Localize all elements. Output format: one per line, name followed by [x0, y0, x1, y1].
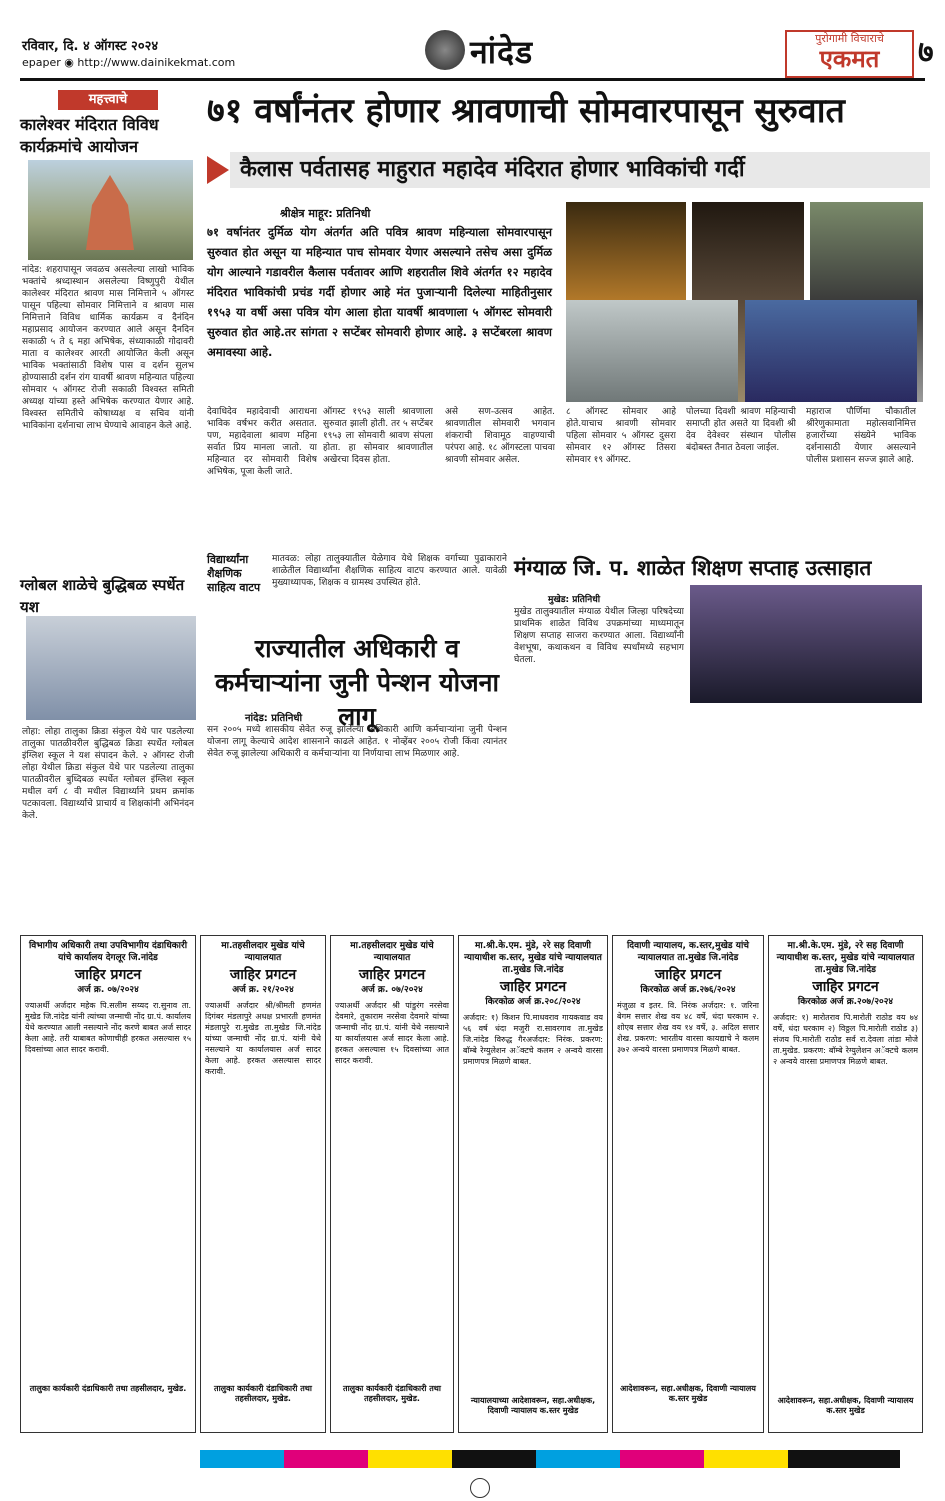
notice-body: अर्जदार: १) मारोतराव पि.मारोती राठोड वय ७४ वर्षे, धंदा घरकाम २) विठ्ठल पि.मारोती राठोड ३) संजय पि.मारोती राठोड सर्व रा.देवला तांडा मोजे ता.मुखेड. प्रकरण: बॉम्बे रेग्युलेशन अॅक्टचे कलम २ अन्वये वारसा प्रमाणपत्र मिळणे बाबत.: [773, 1013, 918, 1066]
notice-authority: मा.श्री.के.एम. मुंडे, २रे सह दिवाणी न्यायाधीश क.स्तर, मुखेड यांचे न्यायालयात ता.मुखेड जि.नांदेड: [464, 941, 602, 975]
notice-body: ज्याअर्थी अर्जदार श्री पांडुरंग नरसेवा देवमारे, तुकाराम नरसेवा देवमारे यांच्या जन्माची नोंद ग्रा.पं. यांनी येथे नसल्याने या कार्यालयास अर्ज सादर केला आहे. हरकत असल्यास १५ दिवसांच्या आत सादर करावी.: [335, 1001, 449, 1065]
brand-tagline: पुरोगामी विचाराचे: [815, 32, 884, 45]
chess-article-headline: ग्लोबल शाळेचे बुद्धिबळ स्पर्धेत यश: [20, 576, 185, 616]
section-tag: महत्त्वाचे: [58, 90, 158, 110]
print-color-bar: [200, 1450, 900, 1468]
main-headline: ७१ वर्षांनंतर होणार श्रावणाची सोमवारपासून सुरुवात: [207, 91, 845, 131]
notice-body: मंजुळा व इतर. वि. निरंक अर्जदार: १. जरिना बेगम सत्तार शेख वय ४८ वर्षे, धंदा घरकाम २. शोएब सत्तार शेख वय १४ वर्षे, ३. अदिल सत्तार शेख. प्रकरण: भारतीय वारसा कायद्याचे ने कलम ३७२ अन्वये वारसा प्रमाणपत्र मिळणे बाबत.: [617, 1001, 759, 1054]
issue-date: रविवार, दि. ४ ऑगस्ट २०२४: [22, 39, 159, 54]
notice-signature: न्यायालयाच्या आदेशावरून, सहा.अधीक्षक, दिवाणी न्यायालय क.स्तर मुखेड: [470, 1396, 596, 1415]
masthead-divider: [20, 78, 925, 81]
notice-body: ज्याअर्थी अर्जदार श्री/श्रीमती हणमंत दिगंबर मंडलापुरे अधक्ष प्रभारती हणमंत मंडलापुरे रा.मुखेड ता.मुखेड जि.नांदेड यांच्या जन्माची नोंद ग्रा.पं. यांनी येथे नसल्याने या कार्यालयास अर्ज सादर केला आहे. हरकत असल्यास सादर करावी.: [205, 1001, 321, 1076]
education-week-byline: मुखेड: प्रतिनिधी: [548, 595, 601, 605]
pension-body: सन २००५ मध्ये शासकीय सेवेत रुजू झालेल्या अधिकारी आणि कर्मचाऱ्यांना जुनी पेन्शन योजना लागू केल्याचे आदेश शासनाने काढले आहेत. १ नोव्हेंबर २००५ रोजी किंवा त्यानंतर सेवेत रुजू झालेल्या अधिकारी व कर्मचाऱ्यांना या निर्णयाचा लाभ मिळणार आहे.: [207, 725, 507, 759]
main-column-5: पोलच्या दिवशी श्रावण महिन्याची समाप्ती होत असते या दिवशी श्री देव देवेश्वर संस्थान पोलीस बंदोबस्त तैनात ठेवला जाईल.: [686, 407, 796, 453]
footprint-photo: [566, 300, 738, 402]
notice-heading: जाहिर प्रगटन: [654, 967, 722, 983]
notice-signature: तालुका कार्यकारी दंडाधिकारी तथा तहसीलदार, मुखेड.: [214, 1384, 312, 1403]
main-column-3: असे सण-उत्सव आहेत. श्रावणातील सोमवारी भगवान शंकराची शिवामूठ वाहण्याची परंपरा आहे. १८ ऑगस्टला पाचवा श्रावणी सोमवार असेल.: [445, 407, 555, 465]
notice-authority: मा.श्री.के.एम. मुंडे, २रे सह दिवाणी न्यायाधीश क.स्तर, मुखेड यांचे न्यायालयात ता.मुखेड जि.नांदेड: [776, 941, 915, 975]
notice-signature: आदेशावरून, सहा.अधीक्षक, दिवाणी न्यायालय क.स्तर मुखेड: [777, 1396, 914, 1415]
subhead-arrow-icon: [207, 156, 229, 184]
brand-name: एकमत: [819, 45, 880, 73]
pension-byline: नांदेड: प्रतिनिधी: [245, 713, 303, 724]
education-week-photo: [690, 585, 922, 703]
notice-case-number: किरकोळ अर्ज क्र.२०७/२०२४: [797, 997, 894, 1007]
notice-heading: जाहिर प्रगटन: [74, 967, 142, 983]
temple-article-body: नांदेड: शहरापासून जवळच असलेल्या लाखो भाविक भक्तांचे श्रध्दास्थान असलेल्या विष्णुपुरी येथील कालेश्वर मंदिरात श्रावण मास निमित्ताने ५ ऑगस्ट पासून पहिल्या सोमवार निमित्ताने व श्रावण मास निमित्ताने विविध धार्मिक कार्यक्रम व दैनंदिन महाप्रसाद आयोजन करण्यात आले असून दैनदिन सकाळी ५ ते ६ महा अभिषेक, संध्याकाळी गोदावरी माता व कालेश्वर आरती आयोजित केली असून भाविक भक्तांसाठी विशेष पास व दर्शन सुलभ होण्यासाठी दर्शन रांग यावर्षी श्रावण महिन्यात पहिल्या सोमवार ५ ऑगस्ट रोजी सकाळी विश्वस्त समिती अध्यक्ष यांच्या हस्ते अभिषेक करण्यात येणार आहे. विश्वस्त समितीचे कोषाध्यक्ष व सचिव यांनी भाविकांना दर्शनाचा लाभ घेण्याचे आवाहन केले आहे.: [22, 265, 194, 431]
page-number: ७: [918, 35, 934, 70]
notice-body: ज्याअर्थी अर्जदार महेक पि.सलीम सय्यद रा.सुनाव ता. मुखेड जि.नांदेड यांनी त्यांच्या जन्माची नोंद ग्रा.पं. कार्यालय येथे करण्यात आली नसल्याने नोंद करणे बाबत अर्ज सादर केला आहे. तरी याबाबत कोणाचीही हरकत असल्यास १५ दिवसांच्या आत सादर करावी.: [25, 1001, 191, 1054]
notice-signature: तालुका कार्यकारी दंडाधिकारी तथा तहसीलदार, मुखेड.: [343, 1384, 441, 1403]
notice-heading: जाहिर प्रगटन: [499, 979, 567, 995]
legal-notice: [330, 935, 454, 1433]
main-lead-paragraph: ७१ वर्षानंतर दुर्मिळ योग अंतर्गत अति पवित्र श्रावण महिन्याला सोमवारपासून सुरुवात होत असून या महिन्यात पाच सोमवार येणार असल्याने तसेच असा दुर्मिळ योग आल्याने गडावरील कैलास पर्वतावर आणि शहरातील शिवे अंतर्गत १२ महादेव मंदिरात भाविकांची प्रचंड गर्दी होणार आहे मंत पुजाऱ्यानी दिलेल्या माहितीनुसार १९५३ या वर्षी असा पवित्र योग आला होता यावर्षी श्रावणाला ५ ऑगस्ट सोमवारी सुरुवात होत आहे.तर सांगता २ सप्टेंबर सोमवारी होणार आहे. ३ सप्टेंबरला श्रावण अमावस्या आहे.: [207, 225, 552, 359]
epaper-link[interactable]: [22, 56, 235, 69]
main-column-1: देवाधिदेव महादेवाची आराधना भाविक वर्षभर करीत असतात. पण, महादेवाला श्रावण महिना सर्वात प्रिय मानला जातो. या महिन्यात दर सोमवारी विशेष अभिषेक, पूजा केली जाते.: [207, 407, 317, 477]
notice-signature: आदेशावरून, सहा.अधीक्षक, दिवाणी न्यायालय क.स्तर मुखेड: [620, 1384, 756, 1403]
notice-case-number: अर्ज क्र. ०७/२०२४: [77, 985, 139, 995]
notice-signature: तालुका कार्यकारी दंडाधिकारी तथा तहसीलदार, मुखेड.: [29, 1384, 187, 1393]
legal-notice: [458, 935, 608, 1433]
notice-heading: जाहिर प्रगटन: [812, 979, 879, 995]
epaper-url[interactable]: http://www.dainikekmat.com: [77, 56, 236, 69]
main-byline: श्रीक्षेत्र माहूर: प्रतिनिधी: [280, 207, 371, 220]
epaper-label: epaper: [22, 56, 61, 69]
notice-authority: मा.तहसीलदार मुखेड यांचे न्यायालयात: [350, 941, 434, 963]
chess-article-body: लोहा: लोहा तालुका क्रिडा संकुल येथे पार पडलेल्या तालुका पातळीवरील बुद्धिबळ क्रिडा स्पर्धेत ग्लोबल इंग्लिश स्कूल ने यश संपादन केले. २ ऑगस्ट रोजी लोहा येथील क्रिडा संकुल येथे पार पडलेल्या तालुका पातळीवरील बुध्दिबळ स्पर्धेत ग्लोबल इंग्लिश स्कूल मधील वर्ग ८ वी मधील विद्यार्थ्याने प्रथम क्रमांक पटकावला. विद्यार्थ्याचे प्राचार्य व शिक्षकांनी अभिनंदन केले.: [22, 727, 194, 821]
globe-icon: ◉: [64, 56, 74, 69]
registration-mark-icon: [470, 1478, 490, 1498]
notice-heading: जाहिर प्रगटन: [358, 967, 426, 983]
main-column-4: ८ ऑगस्ट सोमवार आहे होते.याचाच श्रावणी सोमवार पहिला सोमवार ५ ऑगस्ट दुसरा सोमवार १२ ऑगस्ट तिसरा सोमवार १९ ऑगस्ट.: [566, 407, 676, 465]
notice-case-number: अर्ज क्र. ०७/२०२४: [361, 985, 423, 995]
main-subheadline: कैलास पर्वतासह माहुरात महादेव मंदिरात होणार भाविकांची गर्दी: [230, 152, 930, 188]
notice-case-number: अर्ज क्र. २१/२०२४: [232, 985, 294, 995]
main-column-2: ऑगस्ट १९५३ साली श्रावणाला सुरुवात झाली होती. तर ५ सप्टेंबर १९५३ ला सोमवारी श्रावण संपला होता. हा सोमवार श्रावणातील अखेरचा दिवस होता.: [323, 407, 433, 465]
notice-authority: मा.तहसीलदार मुखेड यांचे न्यायालयात: [221, 941, 305, 963]
legal-notice: [20, 935, 196, 1433]
edition-city: नांदेड: [470, 33, 534, 71]
chess-team-photo: [26, 616, 196, 720]
main-column-6: महाराज पौर्णिमा चौकातील श्रीरेणुकामाता महोत्सवानिमित्त हजारोंच्या संख्येने भाविक दर्शनासाठी येणार असल्याने पोलीस प्रशासन सज्ज झाले आहे.: [806, 407, 916, 465]
legal-notice: [768, 935, 923, 1433]
education-week-headline: मंग्याळ जि. प. शाळेत शिक्षण सप्ताह उत्साहात: [514, 556, 872, 580]
notice-case-number: किरकोळ अर्ज क्र.२७६/२०२४: [640, 985, 736, 995]
supplies-body: मातवळ: लोहा तालुक्यातील येळेगाव येथे शिक्षक वर्गाच्या पुढाकाराने शाळेतील विद्यार्थ्यांना शैक्षणिक साहित्य वाटप करण्यात आले. यावेळी मुख्याध्यापक, शिक्षक व ग्रामस्थ उपस्थित होते.: [272, 554, 507, 588]
city-emblem-icon: [425, 30, 465, 70]
notice-body: अर्जदार: १) किशन पि.माधवराव गायकवाड वय ५६ वर्ष धंदा मजुरी रा.सावरगाव ता.मुखेड जि.नांदेड विरुद्ध गैरअर्जदार: निरंक. प्रकरण: बॉम्बे रेग्युलेशन अॅक्टचे कलम २ अन्वये वारसा प्रमाणपत्र मिळणे बाबत.: [463, 1013, 603, 1066]
notice-case-number: किरकोळ अर्ज क्र.२०८/२०२४: [485, 997, 581, 1007]
temple-article-headline: कालेश्वर मंदिरात विविध कार्यक्रमांचे आयोजन: [20, 115, 159, 156]
supplies-headline: विद्यार्थ्यांना शैक्षणिक साहित्य वाटप: [207, 553, 261, 594]
newspaper-logo: [785, 30, 914, 78]
notice-authority: दिवाणी न्यायालय, क.स्तर,मुखेड यांचे न्यायालयात ता.मुखेड जि.नांदेड: [626, 941, 750, 963]
legal-notice: [612, 935, 764, 1433]
pension-headline: राज्यातील अधिकारी व कर्मचाऱ्यांना जुनी पेन्शन योजना लागू: [215, 634, 499, 731]
shrine-photo: [745, 300, 917, 402]
notice-heading: जाहिर प्रगटन: [229, 967, 297, 983]
legal-notice: [200, 935, 326, 1433]
notice-authority: विभागीय अधिकारी तथा उपविभागीय दंडाधिकारी यांचे कार्यालय देगलूर जि.नांदेड: [28, 941, 188, 963]
education-week-body: मुखेड तालुक्यातील मंग्याळ येथील जिल्हा परिषदेच्या प्राथमिक शाळेत विविध उपक्रमांच्या माध्यमातून शिक्षण सप्ताह साजरा करण्यात आला. विद्यार्थ्यांनी वेशभूषा, कथाकथन व विविध स्पर्धांमध्ये सहभाग घेतला.: [514, 607, 684, 665]
